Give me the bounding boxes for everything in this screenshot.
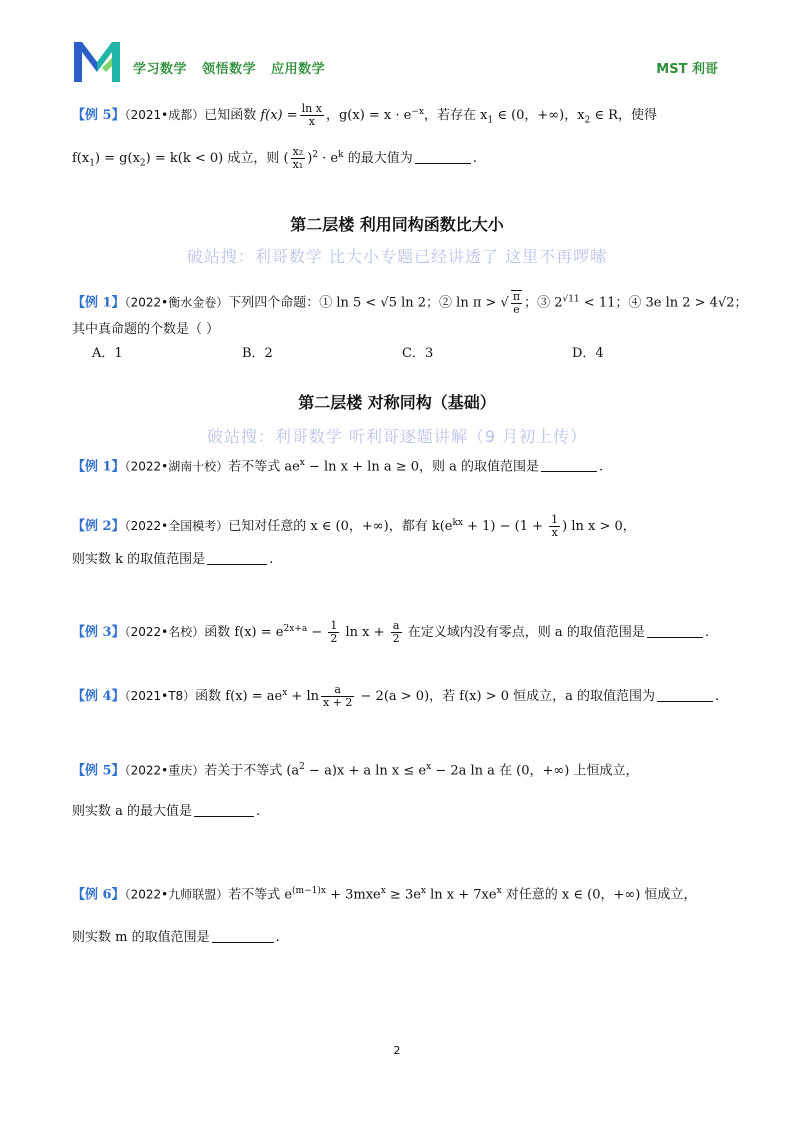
- fraction: $\frac{1}{2}$: [330, 619, 338, 646]
- problem-tag: 【例 4】: [72, 689, 125, 705]
- problem-1a-line-2: 其中真命题的个数是（ ）: [72, 322, 220, 337]
- section-title-1: 第二层楼 利用同构函数比大小: [290, 215, 504, 234]
- problem-source: （2022•全国模考）: [124, 519, 229, 534]
- question-5-line-2: 则实数 a 的最大值是 .: [72, 804, 261, 819]
- problem-source: （2022•九师联盟）: [124, 887, 229, 902]
- problem-tag: 【例 6】: [72, 887, 125, 903]
- problem-5a-line-1: 【例 5】（2021•成都）已知函数 f(x) = $\frac{\text{ln x}}{x}$ ，$g(x) = x \cdot e^{-x}$，若存在 $x_1$ ∈ (0，+∞)，$x_2$ ∈ R，使得: [72, 102, 657, 129]
- question-6-line-2: 则实数 m 的取值范围是 .: [72, 930, 280, 945]
- problem-tag: 【例 1】: [72, 459, 125, 475]
- section-subtitle-1: 破站搜：利哥数学 比大小专题已经讲透了 这里不再啰嗦: [186, 247, 608, 266]
- problem-tag: 【例 1】: [72, 295, 125, 311]
- section-subtitle-2: 破站搜：利哥数学 听利哥逐题讲解（9 月初上传）: [206, 427, 588, 446]
- answer-blank[interactable]: [207, 564, 267, 565]
- problem-source: （2021•T8）: [124, 689, 196, 704]
- answer-blank[interactable]: [541, 471, 597, 472]
- fraction: $\frac{a}{2}$: [392, 619, 400, 646]
- page-number: 2: [393, 1044, 401, 1057]
- problem-source: （2022•名校）: [124, 625, 205, 640]
- problem-source: （2022•衡水金卷）: [124, 295, 229, 310]
- problem-source: （2021•成都）: [124, 108, 205, 123]
- option-c[interactable]: C．3: [402, 346, 434, 361]
- problem-source: （2022•湖南十校）: [124, 459, 229, 474]
- problem-5a-line-2: $f(x_1) = g(x_2) = k(k < 0)$ 成立，则 ( $\frac{\text{x₂}}{\text{x₁}}$ )$^2 \cdot e^k$ 的最大值为 .: [72, 145, 477, 172]
- fraction: $\frac{a}{x + 2}$: [322, 683, 353, 710]
- fraction: $\frac{\pi}{e}$: [512, 290, 521, 317]
- fraction: $\frac{\text{ln x}}{x}$: [301, 102, 322, 129]
- problem-1a-line-1: 【例 1】（2022•衡水金卷）下列四个命题：① ln 5 < √5 ln 2；② ln π > √ $\frac{\pi}{e}$ ；③ $2^{√11} < 11$；④ 3e ln 2 > 4√2；: [72, 290, 748, 317]
- problem-tag: 【例 5】: [72, 108, 125, 124]
- question-5-line-1: 【例 5】（2022•重庆）若关于不等式 $(a^2 - a)x + a$ $\ln x \le e^x - 2a$ ln a 在 (0，+∞) 上恒成立，: [72, 762, 639, 779]
- question-6-line-1: 【例 6】（2022•九师联盟）若不等式 $e^{(m-1)x} + 3mxe^x \ge 3e^x$ $\ln x + 7xe^x$ 对任意的 x ∈ (0，+∞) 恒成立，: [72, 886, 697, 903]
- answer-blank[interactable]: [194, 816, 254, 817]
- answer-blank[interactable]: [657, 701, 713, 702]
- question-1: 【例 1】（2022•湖南十校）若不等式 $ae^x - \ln x + \ln a \ge 0$，则 a 的取值范围是 .: [72, 458, 604, 475]
- problem-tag: 【例 2】: [72, 519, 125, 535]
- answer-blank[interactable]: [415, 163, 471, 164]
- question-2-line-2: 则实数 k 的取值范围是 .: [72, 552, 274, 567]
- header-brand: MST 利哥: [656, 62, 718, 77]
- answer-blank[interactable]: [212, 942, 274, 943]
- problem-source: （2022•重庆）: [124, 763, 205, 778]
- option-a[interactable]: A．1: [92, 346, 123, 361]
- problem-tag: 【例 3】: [72, 625, 125, 641]
- question-2-line-1: 【例 2】（2022•全国模考）已知对任意的 x ∈ (0，+∞)，都有 $k(e^{kx} + 1) - (1$ + $\frac{1}{x}$ ) ln x > 0，: [72, 513, 636, 540]
- answer-blank[interactable]: [647, 637, 703, 638]
- question-4: 【例 4】（2021•T8）函数 $f(x) = ae^x + \ln$ $\frac{a}{x + 2}$ − 2(a > 0)，若 f(x) > 0 恒成立，a 的取值范围为 .: [72, 683, 720, 710]
- section-title-2: 第二层楼 对称同构（基础）: [298, 393, 496, 412]
- fraction: $\frac{1}{x}$: [551, 513, 559, 540]
- option-d[interactable]: D．4: [572, 346, 604, 361]
- problem-tag: 【例 5】: [72, 763, 125, 779]
- option-b[interactable]: B．2: [242, 346, 273, 361]
- mst-logo-icon: [72, 38, 122, 84]
- header-slogan: 学习数学 领悟数学 应用数学: [133, 62, 326, 77]
- fraction: $\frac{\text{x₂}}{\text{x₁}}$: [292, 145, 304, 172]
- question-3: 【例 3】（2022•名校）函数 $f(x) = e^{2x+a}$ − $\frac{1}{2}$ ln x + $\frac{a}{2}$ 在定义域内没有零点，则 a 的取值范围是 .: [72, 619, 709, 646]
